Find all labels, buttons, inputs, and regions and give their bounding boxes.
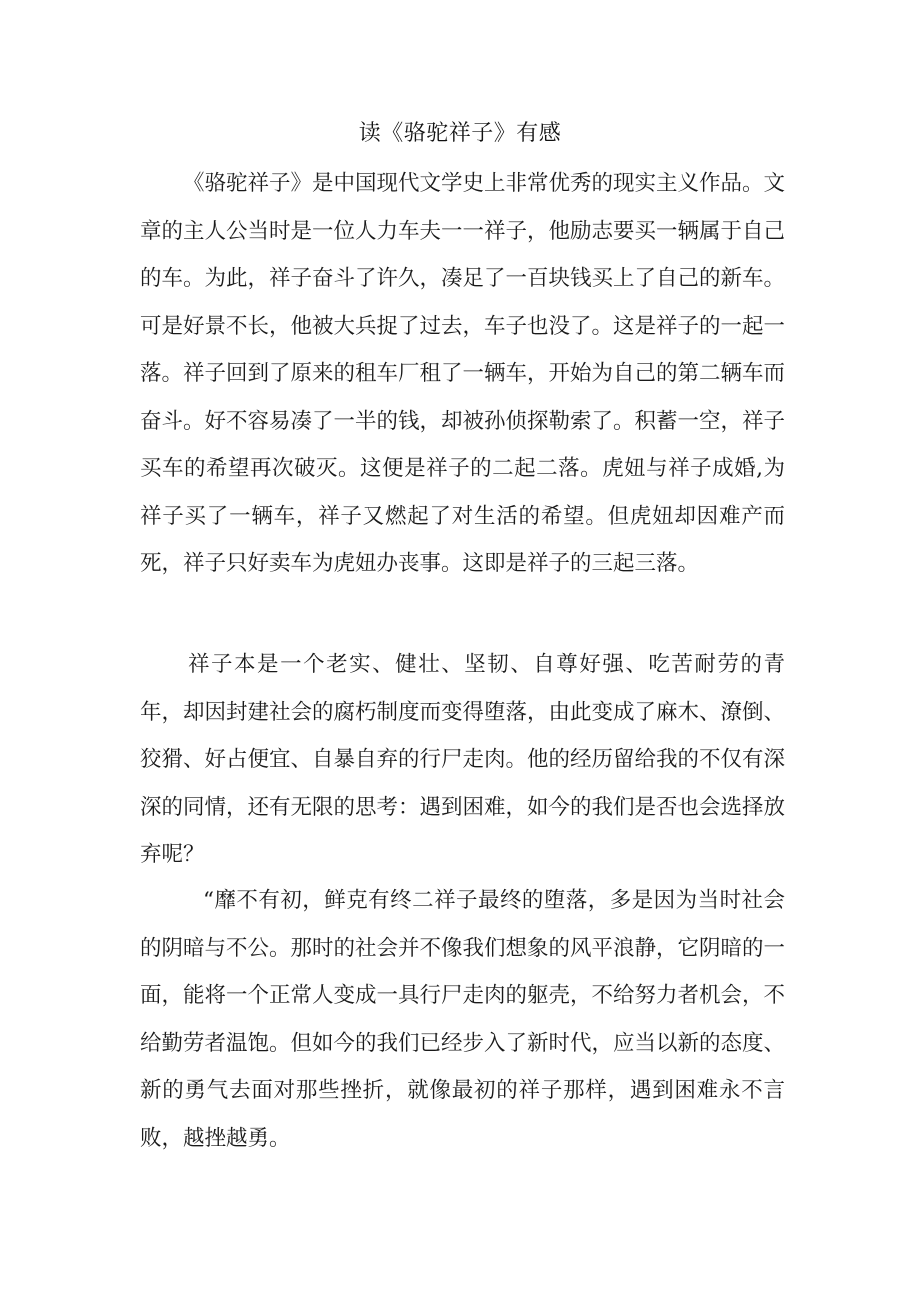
paragraph-1: 《骆驼祥子》是中国现代文学史上非常优秀的现实主义作品。文章的主人公当时是一位人力车夫一一祥子，他励志要买一辆属于自己的车。为此，祥子奋斗了许久，凑足了一百块钱买上了自己的新车。可是好景不长，他被大兵捉了过去，车子也没了。这是祥子的一起一落。祥子回到了原来的租车厂租了一辆车，开始为自己的第二辆车而奋斗。好不容易凑了一半的钱，却被孙侦探勒索了。积蓄一空，祥子买车的希望再次破灭。这便是祥子的二起二落。虎妞与祥子成婚,为祥子买了一辆车，祥子又燃起了对生活的希望。但虎妞却因难产而死，祥子只好卖车为虎妞办丧事。这即是祥子的三起三落。: [140, 171, 786, 576]
paragraph-2: 祥子本是一个老实、健壮、坚韧、自尊好强、吃苦耐劳的青年，却因封建社会的腐朽制度而变得堕落，由此变成了麻木、潦倒、狡猾、好占便宜、自暴自弃的行尸走肉。他的经历留给我的不仅有深深的同情，还有无限的思考：遇到困难，如今的我们是否也会选择放弃呢？: [140, 652, 786, 867]
paragraph-3: “靡不有初，鲜克有终二祥子最终的堕落，多是因为当时社会的阴暗与不公。那时的社会并不像我们想象的风平浪静，它阴暗的一面，能将一个正常人变成一具行尸走肉的躯壳，不给努力者机会，不给勤劳者温饱。但如今的我们已经步入了新时代，应当以新的态度、新的勇气去面对那些挫折，就像最初的祥子那样，遇到困难永不言败，越挫越勇。: [140, 888, 786, 1151]
document-title: 读《骆驼祥子》有感: [358, 121, 562, 146]
